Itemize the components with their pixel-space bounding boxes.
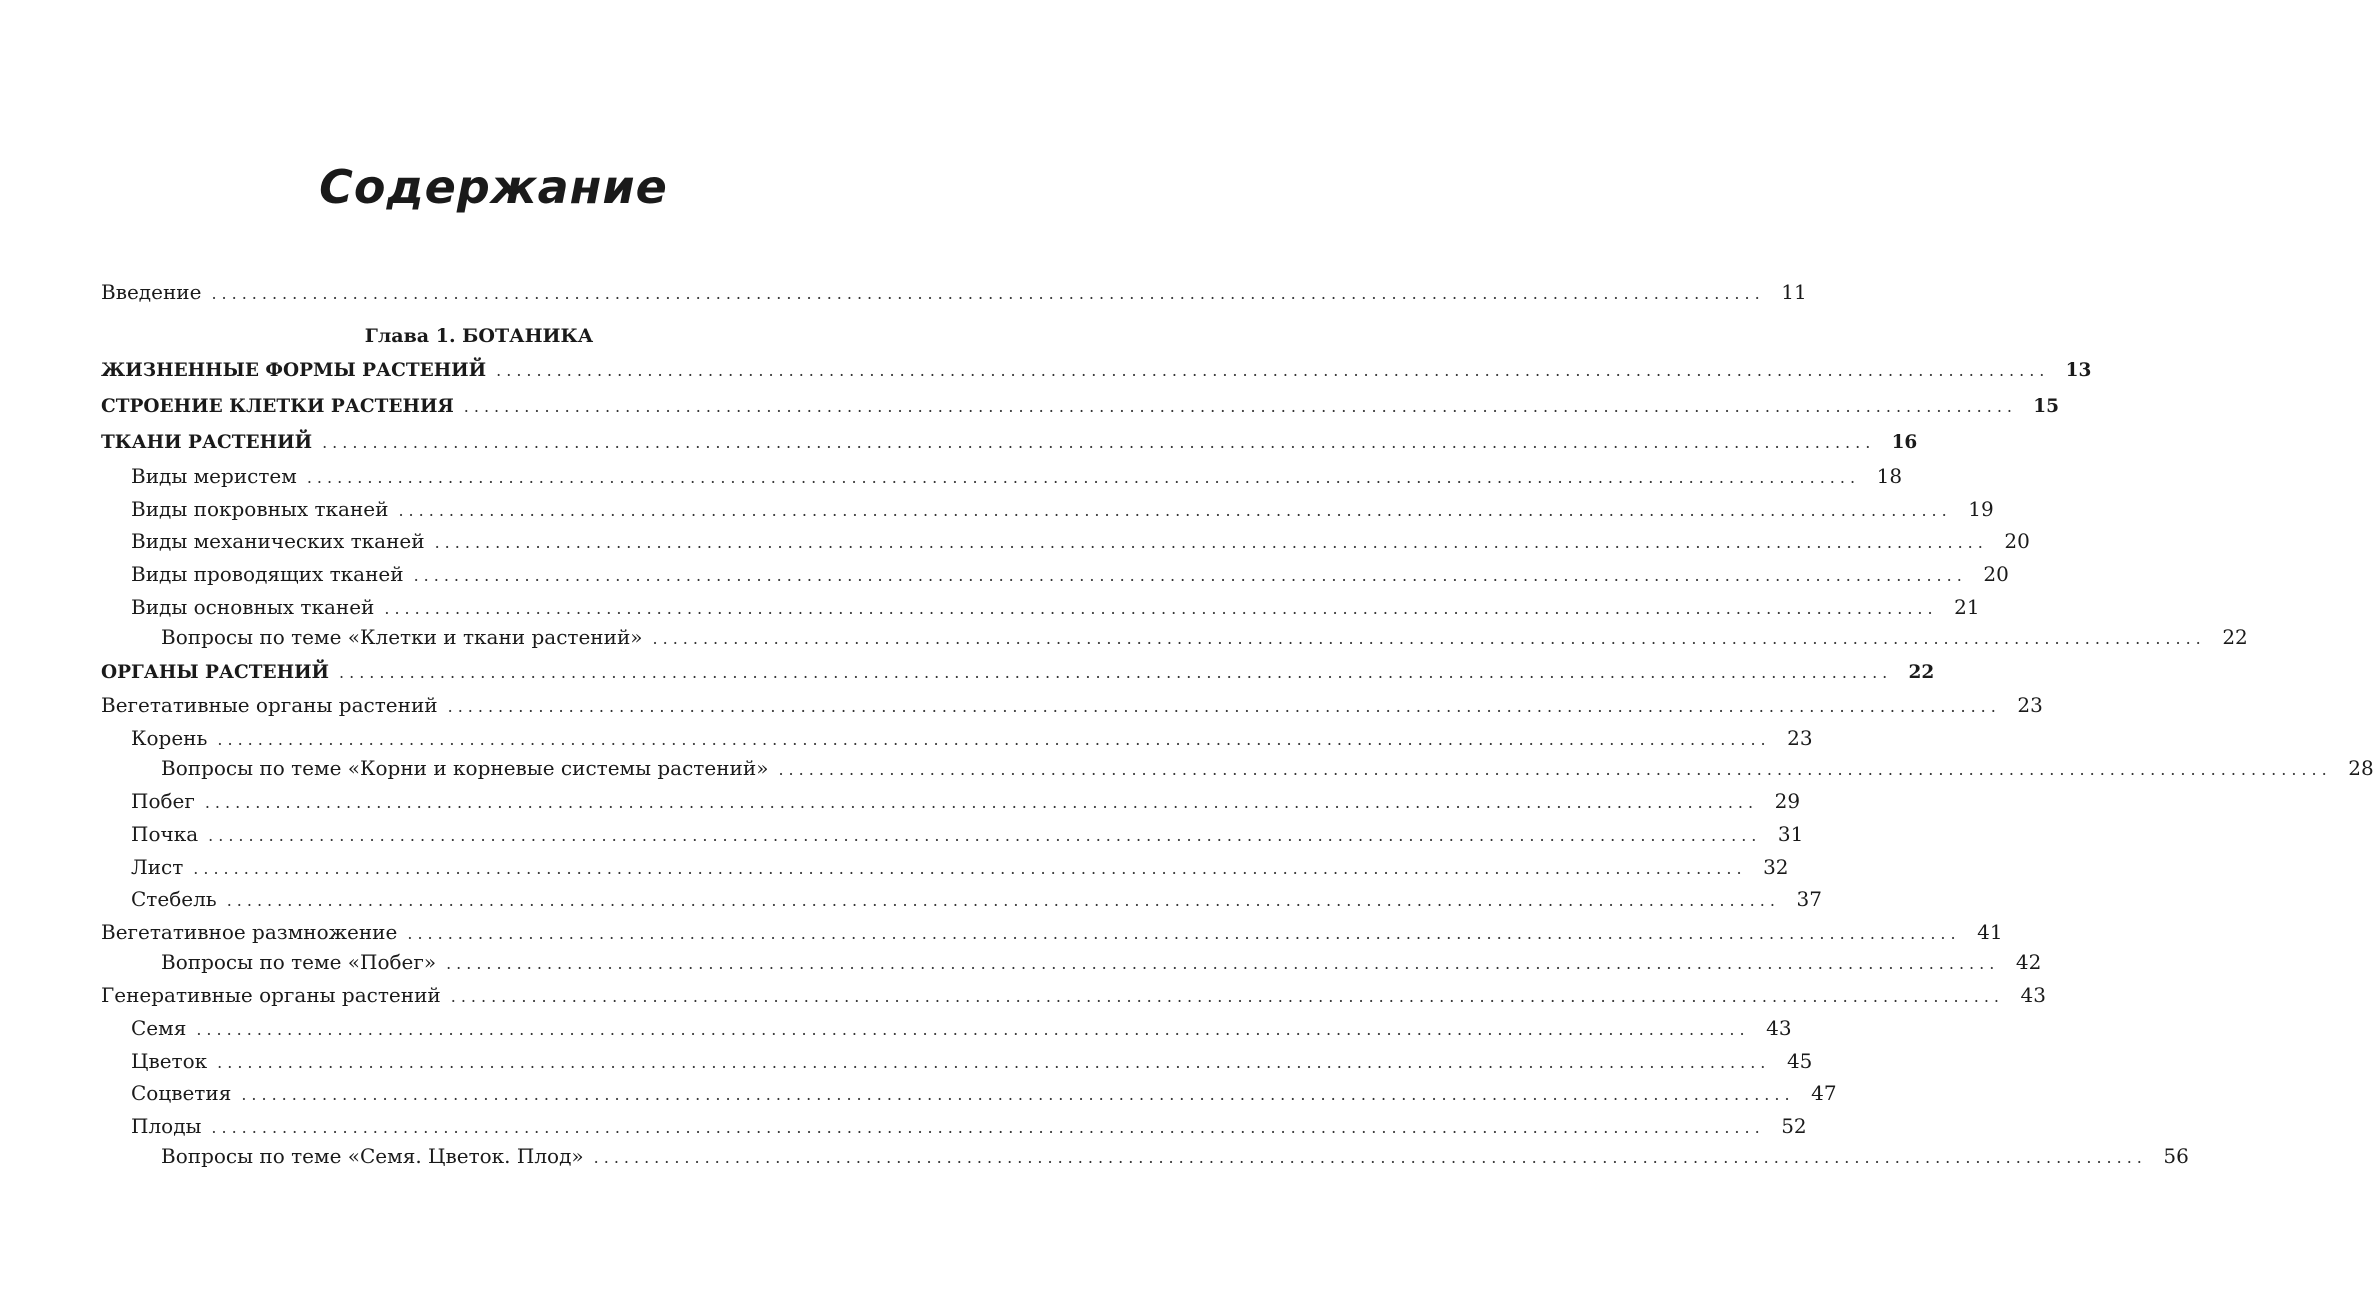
toc-entry-label: Вопросы по теме «Семя. Цветок. Плод» (161, 1144, 584, 1168)
toc-entry-page: 20 (2004, 529, 2030, 553)
toc-entry-label: Виды меристем (131, 464, 297, 488)
toc-entry-page: 43 (1766, 1016, 1792, 1040)
toc-entry[interactable] (161, 754, 2374, 782)
toc-entry[interactable] (161, 948, 2042, 976)
leader-dots: .......................................................................................................................................................... (463, 397, 2017, 416)
toc-entry[interactable] (131, 527, 2030, 555)
toc-entry[interactable] (101, 659, 1935, 687)
toc-entry[interactable] (161, 1142, 2189, 1170)
toc-entry[interactable] (131, 1047, 1813, 1075)
toc-entry[interactable] (131, 787, 1801, 815)
leader-dots: .......................................................................................................................................................... (241, 1085, 1795, 1104)
leader-dots: .......................................................................................................................................................... (496, 361, 2050, 380)
toc-entry-label: Вегетативное размножение (101, 920, 398, 944)
leader-dots: .......................................................................................................................................................... (204, 793, 1759, 812)
toc-entry-page: 11 (1781, 280, 1807, 304)
toc-entry[interactable] (131, 593, 1980, 621)
toc-entry-label: Вопросы по теме «Побег» (161, 950, 437, 974)
leader-dots: .......................................................................................................................................................... (413, 566, 1967, 585)
toc-entry-page: 47 (1811, 1081, 1837, 1105)
toc-entry[interactable] (101, 981, 2046, 1009)
toc-entry[interactable] (131, 495, 1994, 523)
toc-entry-label: Вопросы по теме «Корни и корневые системы растений» (161, 756, 769, 780)
toc-entry-label: Генеративные органы растений (101, 983, 441, 1007)
leader-dots: .......................................................................................................................................................... (652, 629, 2206, 648)
toc-entry-label: Соцветия (131, 1081, 232, 1105)
toc-entry-page: 13 (2065, 360, 2092, 381)
toc-entry-page: 31 (1777, 822, 1804, 846)
toc-entry-page: 19 (1968, 497, 1994, 521)
toc-entry-page: 42 (2015, 950, 2042, 974)
toc-entry[interactable] (131, 1079, 1837, 1107)
toc-entry[interactable] (131, 724, 1813, 752)
toc-entry-page: 21 (1954, 595, 1980, 619)
toc-entry[interactable] (101, 357, 2092, 385)
leader-dots: .......................................................................................................................................................... (322, 433, 1876, 452)
toc-entry-page: 43 (2020, 983, 2046, 1007)
toc-entry-label: Почка (131, 822, 199, 846)
leader-dots: .......................................................................................................................................................... (593, 1148, 2147, 1167)
toc-entry-label: ОРГАНЫ РАСТЕНИЙ (101, 662, 330, 683)
toc-entry-page: 15 (2033, 396, 2059, 417)
toc-entry[interactable] (101, 691, 2043, 719)
toc-entry-label: ТКАНИ РАСТЕНИЙ (101, 432, 313, 453)
toc-entry-page: 56 (2163, 1144, 2189, 1168)
toc-entry-page: 29 (1774, 789, 1801, 813)
toc-entry-label: Стебель (131, 887, 217, 911)
leader-dots: .......................................................................................................................................................... (407, 924, 1961, 943)
toc-entry-page: 41 (1977, 920, 2003, 944)
toc-entry-label: Корень (131, 726, 208, 750)
toc-entry-label: Вопросы по теме «Клетки и ткани растений» (161, 625, 643, 649)
toc-entry-label: Цветок (131, 1049, 208, 1073)
toc-entry-page: 28 (2348, 756, 2374, 780)
leader-dots: .......................................................................................................................................................... (211, 1118, 1765, 1137)
leader-dots: .......................................................................................................................................................... (447, 697, 2001, 716)
leader-dots: .......................................................................................................................................................... (450, 987, 2004, 1006)
toc-entry-page: 37 (1796, 887, 1822, 911)
page-title: Содержание (319, 160, 668, 214)
toc-entry-page: 23 (1787, 726, 1813, 750)
toc-entry-page: 16 (1891, 432, 1918, 453)
leader-dots: .......................................................................................................................................................... (193, 859, 1747, 878)
toc-entry-label: Виды покровных тканей (131, 497, 389, 521)
toc-entry-label: Виды основных тканей (131, 595, 375, 619)
toc-entry[interactable] (101, 278, 1807, 306)
toc-entry[interactable] (131, 853, 1789, 881)
leader-dots: .......................................................................................................................................................... (306, 468, 1861, 487)
toc-entry-page: 23 (2017, 693, 2043, 717)
toc-entry-label: Виды проводящих тканей (131, 562, 404, 586)
toc-entry-page: 20 (1983, 562, 2009, 586)
toc-entry-page: 18 (1876, 464, 1903, 488)
toc-entry[interactable] (131, 462, 1903, 490)
toc-entry-label: Введение (101, 280, 202, 304)
toc-entry-label: Виды механических тканей (131, 529, 425, 553)
toc-entry-page: 52 (1781, 1114, 1807, 1138)
leader-dots: .......................................................................................................................................................... (398, 501, 1952, 520)
chapter-heading: Глава 1. БОТАНИКА (364, 325, 594, 347)
leader-dots: .......................................................................................................................................................... (217, 1053, 1771, 1072)
leader-dots: .......................................................................................................................................................... (446, 954, 2000, 973)
leader-dots: .......................................................................................................................................................... (226, 891, 1780, 910)
toc-entry-label: Побег (131, 789, 195, 813)
toc-entry[interactable] (101, 918, 2003, 946)
leader-dots: .......................................................................................................................................................... (778, 760, 2332, 779)
toc-entry[interactable] (131, 560, 2009, 588)
toc-entry[interactable] (131, 1112, 1807, 1140)
toc-entry[interactable] (161, 623, 2248, 651)
toc-entry[interactable] (131, 1014, 1792, 1042)
toc-entry-page: 32 (1763, 855, 1789, 879)
toc-entry[interactable] (131, 885, 1822, 913)
leader-dots: .......................................................................................................................................................... (339, 663, 1893, 682)
toc-entry-page: 22 (1908, 662, 1935, 683)
toc-entry-label: Плоды (131, 1114, 202, 1138)
leader-dots: .......................................................................................................................................................... (208, 826, 1762, 845)
toc-entry-label: Семя (131, 1016, 187, 1040)
leader-dots: .......................................................................................................................................................... (217, 730, 1771, 749)
toc-entry[interactable] (101, 429, 1918, 457)
leader-dots: .......................................................................................................................................................... (434, 533, 1988, 552)
toc-entry-label: Лист (131, 855, 184, 879)
leader-dots: .......................................................................................................................................................... (211, 284, 1765, 303)
leader-dots: .......................................................................................................................................................... (196, 1020, 1750, 1039)
toc-entry[interactable] (101, 393, 2059, 421)
toc-entry-page: 45 (1786, 1049, 1813, 1073)
leader-dots: .......................................................................................................................................................... (384, 599, 1938, 618)
toc-entry-label: ЖИЗНЕННЫЕ ФОРМЫ РАСТЕНИЙ (101, 360, 487, 381)
toc-entry-page: 22 (2222, 625, 2248, 649)
toc-entry-label: СТРОЕНИЕ КЛЕТКИ РАСТЕНИЯ (101, 396, 454, 417)
toc-entry[interactable] (131, 820, 1804, 848)
toc-entry-label: Вегетативные органы растений (101, 693, 438, 717)
